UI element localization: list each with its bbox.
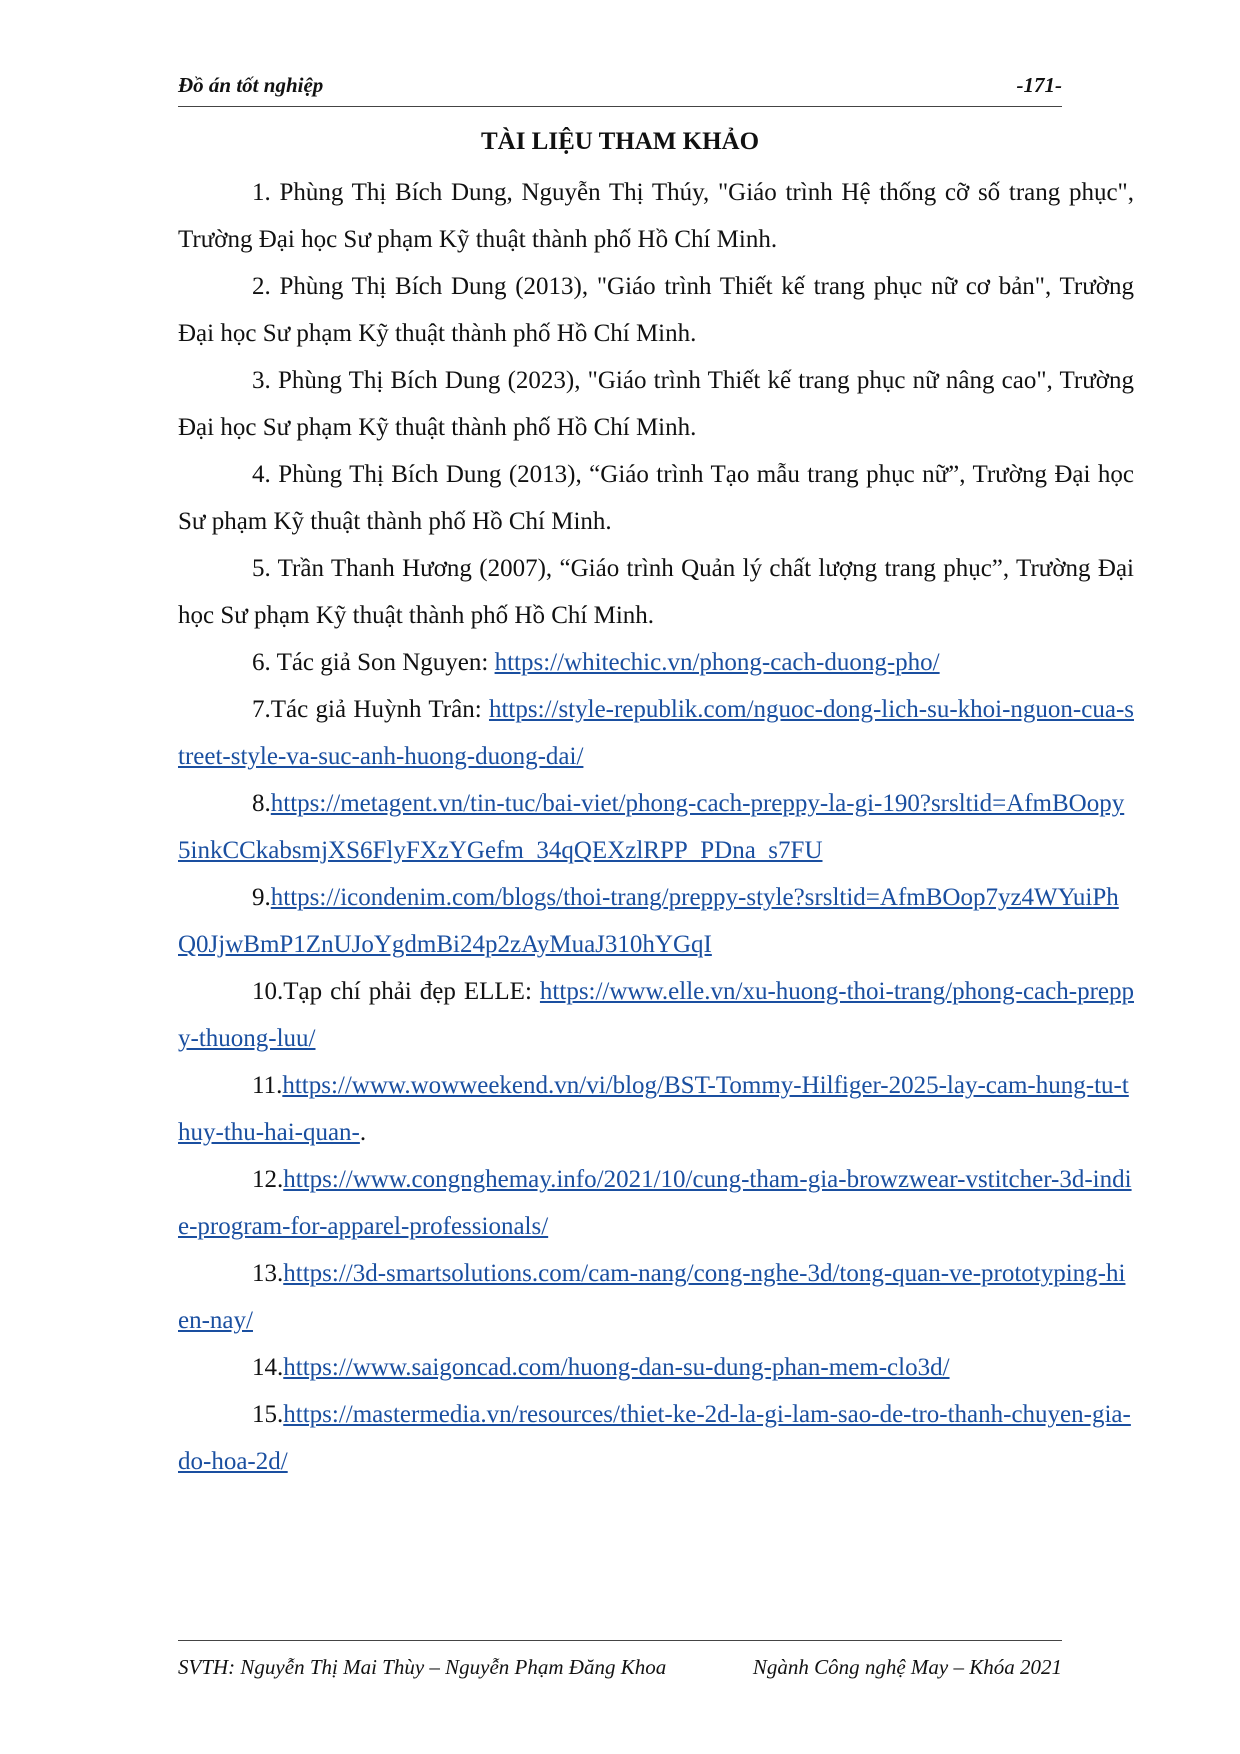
- reference-item: [178, 780, 1134, 874]
- reference-text: Phùng Thị Bích Dung (2023), "Giáo trình Thiết kế trang phục nữ nâng cao", Trường Đại học Sư phạm Kỹ thuật thành phố Hồ Chí Minh.: [178, 367, 1135, 441]
- reference-number: 9.: [252, 884, 271, 911]
- reference-link[interactable]: https://www.elle.vn/xu-huong-thoi-trang/phong-cach-preppy-thuong-luu/: [178, 978, 1134, 1052]
- footer-authors: SVTH: Nguyễn Thị Mai Thùy – Nguyễn Phạm Đăng Khoa: [178, 1655, 667, 1679]
- page-number: -171-: [1016, 73, 1062, 97]
- reference-number: 12.: [252, 1166, 284, 1193]
- reference-text: Tác giả Huỳnh Trân:: [270, 696, 489, 723]
- reference-item: [178, 874, 1134, 968]
- footer-program: Ngành Công nghệ May – Khóa 2021: [752, 1655, 1062, 1679]
- reference-item: [178, 686, 1134, 780]
- reference-trailing-punctuation: .: [359, 1119, 367, 1146]
- reference-link[interactable]: https://style-republik.com/nguoc-dong-lich-su-khoi-nguon-cua-street-style-va-suc-anh-huong-duong-dai/: [178, 696, 1134, 770]
- reference-number: 1.: [252, 179, 280, 206]
- reference-number: 11.: [252, 1072, 283, 1099]
- page-footer: [178, 1640, 1062, 1691]
- reference-link[interactable]: https://www.congnghemay.info/2021/10/cung-tham-gia-browzwear-vstitcher-3d-indie-program-for-apparel-professionals/: [178, 1166, 1132, 1240]
- reference-text: Tác giả Son Nguyen:: [276, 649, 495, 676]
- reference-link[interactable]: https://metagent.vn/tin-tuc/bai-viet/phong-cach-preppy-la-gi-190?srsltid=AfmBOopy5inkCCkabsmjXS6FlyFXzYGefm_34qQEXzlRPP_PDna_s7FU: [178, 790, 1125, 864]
- reference-item: [178, 169, 1134, 263]
- reference-text: Phùng Thị Bích Dung (2013), “Giáo trình Tạo mẫu trang phục nữ”, Trường Đại học Sư phạm Kỹ thuật thành phố Hồ Chí Minh.: [178, 461, 1135, 535]
- reference-number: 4.: [252, 461, 279, 488]
- reference-item: [178, 1250, 1134, 1344]
- reference-number: 2.: [252, 273, 280, 300]
- reference-text: Phùng Thị Bích Dung, Nguyễn Thị Thúy, "Giáo trình Hệ thống cỡ số trang phục", Trường Đại học Sư phạm Kỹ thuật thành phố Hồ Chí Minh.: [178, 179, 1135, 253]
- reference-link[interactable]: https://whitechic.vn/phong-cach-duong-pho/: [494, 649, 940, 676]
- reference-item: [178, 639, 1134, 686]
- reference-number: 14.: [252, 1354, 284, 1381]
- reference-number: 8.: [252, 790, 271, 817]
- reference-text: Phùng Thị Bích Dung (2013), "Giáo trình Thiết kế trang phục nữ cơ bản", Trường Đại học Sư phạm Kỹ thuật thành phố Hồ Chí Minh.: [178, 273, 1135, 347]
- reference-number: 6.: [252, 649, 277, 676]
- reference-item: [178, 968, 1134, 1062]
- reference-item: [178, 545, 1134, 639]
- reference-link[interactable]: https://mastermedia.vn/resources/thiet-ke-2d-la-gi-lam-sao-de-tro-thanh-chuyen-gia-do-hoa-2d/: [178, 1401, 1131, 1475]
- reference-link[interactable]: https://icondenim.com/blogs/thoi-trang/preppy-style?srsltid=AfmBOop7yz4WYuiPhQ0JjwBmP1ZnUJoYgdmBi24p2zAyMuaJ310hYGqI: [178, 884, 1119, 958]
- reference-link[interactable]: https://3d-smartsolutions.com/cam-nang/cong-nghe-3d/tong-quan-ve-prototyping-hien-nay/: [178, 1260, 1126, 1334]
- reference-item: [178, 451, 1134, 545]
- reference-number: 10.: [252, 978, 284, 1005]
- reference-item: [178, 1062, 1134, 1156]
- reference-link[interactable]: https://www.saigoncad.com/huong-dan-su-dung-phan-mem-clo3d/: [283, 1354, 950, 1381]
- reference-link[interactable]: https://www.wowweekend.vn/vi/blog/BST-Tommy-Hilfiger-2025-lay-cam-hung-tu-thuy-thu-hai-quan-: [178, 1072, 1129, 1146]
- reference-number: 13.: [252, 1260, 284, 1287]
- reference-number: 15.: [252, 1401, 284, 1428]
- reference-item: [178, 1156, 1134, 1250]
- reference-text: Trần Thanh Hương (2007), “Giáo trình Quản lý chất lượng trang phục”, Trường Đại học Sư phạm Kỹ thuật thành phố Hồ Chí Minh.: [178, 555, 1134, 629]
- reference-item: [178, 263, 1134, 357]
- reference-number: 3.: [252, 367, 278, 394]
- page-header: [178, 70, 1062, 107]
- header-document-type: Đồ án tốt nghiệp: [178, 73, 324, 97]
- reference-number: 5.: [252, 555, 278, 582]
- reference-number: 7.: [252, 696, 271, 723]
- section-title: TÀI LIỆU THAM KHẢO: [480, 128, 760, 155]
- reference-text: Tạp chí phải đẹp ELLE:: [283, 978, 540, 1005]
- reference-item: [178, 1391, 1134, 1485]
- reference-list: [178, 169, 1134, 1485]
- reference-item: [178, 357, 1134, 451]
- reference-item: [178, 1344, 1134, 1391]
